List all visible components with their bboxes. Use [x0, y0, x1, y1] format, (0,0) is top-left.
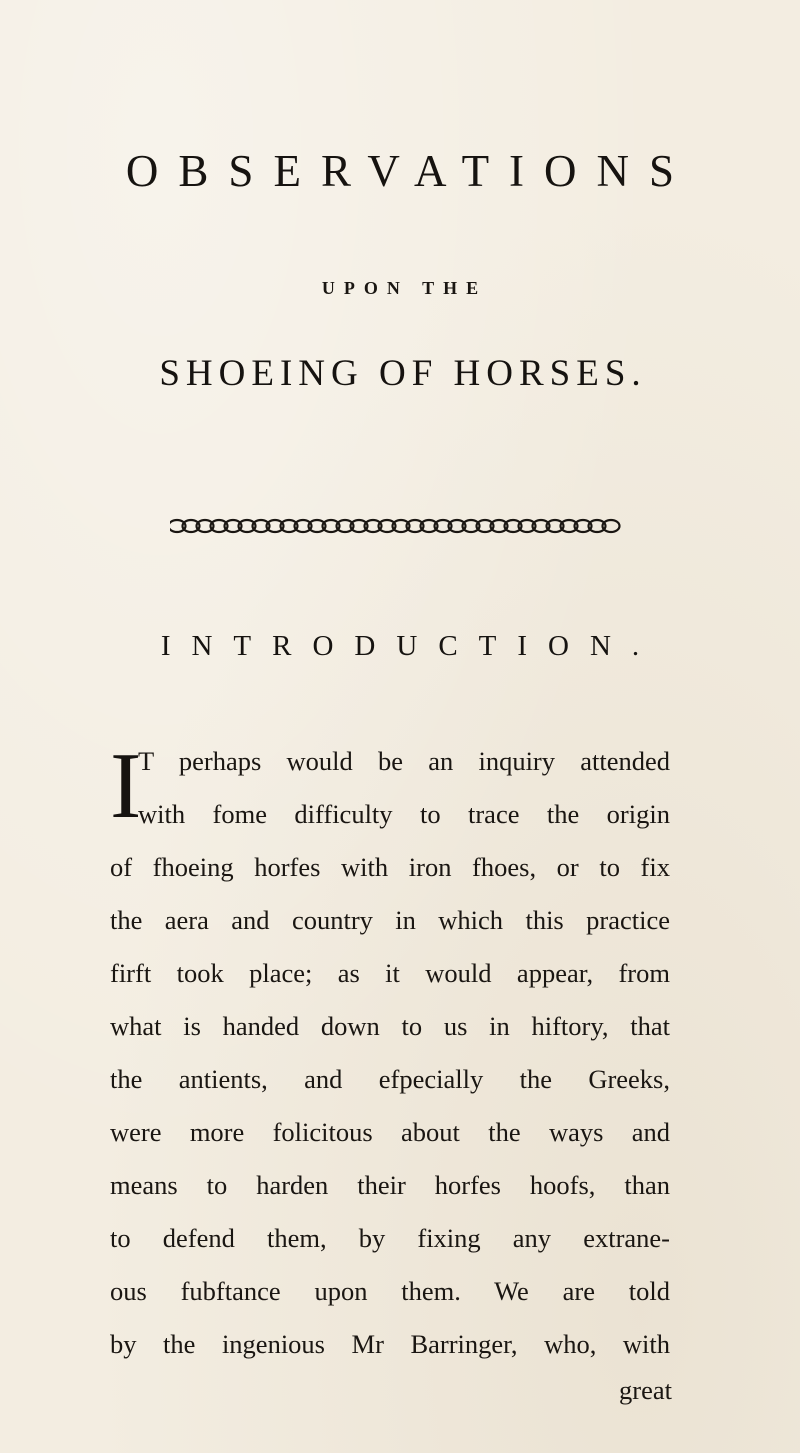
text-line: the aera and country in which this practice	[110, 905, 670, 935]
catchword: great	[619, 1375, 672, 1405]
text-line: T perhaps would be an inquiry attended	[138, 746, 670, 776]
subtitle-upon-the: UPON THE	[321, 278, 488, 298]
text-line: by the ingenious Mr Barringer, who, with	[110, 1329, 670, 1359]
drop-cap: I	[110, 734, 142, 838]
section-heading: INTRODUCTION.	[160, 630, 661, 662]
text-line: ous fubftance upon them. We are told	[110, 1276, 670, 1306]
text-line: firft took place; as it would appear, from	[110, 958, 670, 988]
decorative-rule-icon	[170, 515, 630, 537]
text-line: were more folicitous about the ways and	[110, 1117, 670, 1147]
text-line: with fome difficulty to trace the origin	[138, 799, 670, 829]
text-line: to defend them, by fixing any extrane-	[110, 1223, 670, 1253]
body-paragraph	[110, 735, 670, 1371]
text-line: what is handed down to us in hiftory, that	[110, 1011, 670, 1041]
text-line: of fhoeing horfes with iron fhoes, or to fix	[110, 852, 670, 882]
text-line: means to harden their horfes hoofs, than	[110, 1170, 670, 1200]
subject-heading: SHOEING OF HORSES.	[159, 353, 647, 394]
text-line: the antients, and efpecially the Greeks,	[110, 1064, 670, 1094]
page-title: OBSERVATIONS	[125, 146, 695, 196]
